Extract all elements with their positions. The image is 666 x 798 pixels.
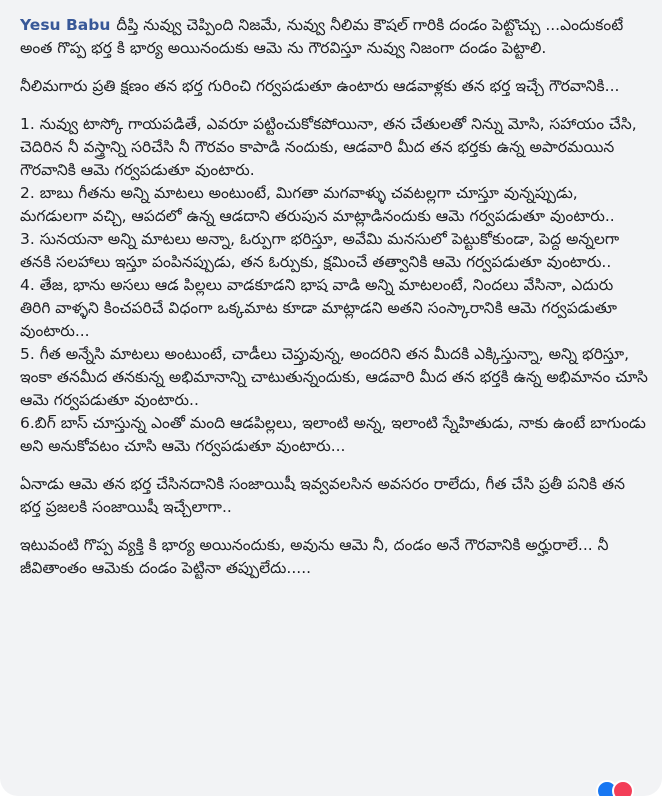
comment-point-2: 2. బాబు గీతను అన్ని మాటలు అంటుంటే, మిగతా మగవాళ్ళు చవటల్లగా చూస్తూ వున్నప్పుడు, మగడులగా వచ్చి, ఆపదలో ఉన్న ఆడదాని తరుపున మాట్లాడినందుకు ఆమె గర్వపడుతూ వుంటారు.. xyxy=(20,184,615,225)
comment-intro-paragraph xyxy=(20,14,648,60)
love-icon xyxy=(612,780,634,796)
comment-point-5: 5. గీత అన్నేసి మాటలు అంటుంటే, చాడీలు చెప్తువున్న, అందరిని తన మీదకి ఎక్కిస్తున్నా, అన్ని భరిస్తూ, ఇంకా తనమీద తనకున్న అభిమానాన్ని చాటుతున్నందుకు, ఆడవారి మీద తన భర్తకి ఉన్న అభిమానం చూసి ఆమె గర్వపడుతూ వుంటారు.. xyxy=(20,345,648,409)
comment-point-4: 4. తేజ, భాను అసలు ఆడ పిల్లలు వాడకూడని భాష వాడి అన్ని మాటలంటే, నిందలు వేసినా, ఎదురు తిరిగి వాళ్ళని కించపరిచే విధంగా ఒక్కమాట కూడా మాట్లాడని అతని సంస్కారానికి ఆమె గర్వపడుతూ వుంటారు... xyxy=(20,276,617,340)
comment-point-3: 3. సునయనా అన్ని మాటలు అన్నా, ఓర్పుగా భరిస్తూ, అవేమి మనసులో పెట్టుకోకుండా, పెద్ద అన్నలగా తనకి సలహాలు ఇస్తూ పంపినప్పుడు, తన ఓర్పుకు, క్షమించే తత్వానికి ఆమె గర్వపడుతూ వుంటారు.. xyxy=(20,230,620,271)
comment-points-list xyxy=(20,113,648,458)
comment-paragraph-4: ఇటువంటి గొప్ప వ్యక్తి కి భార్య అయినందుకు, అవును ఆమె నీ, దండం అనే గౌరవానికి అర్హురాలే... నీ జీవితాంతం ఆమెకు దండం పెట్టినా తప్పులేదు..... xyxy=(20,536,609,577)
comment-paragraph-2: నీలిమగారు ప్రతి క్షణం తన భర్త గురించి గర్వపడుతూ ఉంటారు ఆడవాళ్లకు తన భర్త ఇచ్చే గౌరవానికి... xyxy=(20,77,620,95)
reaction-summary[interactable] xyxy=(602,780,634,796)
comment-point-1: 1. నువ్వు టాస్కో గాయపడితే, ఎవరూ పట్టించుకోకపోయినా, తన చేతులతో నిన్ను మోసి, సహాయం చేసి, చెదిరిన నీ వస్త్రాన్ని సరిచేసి నీ గౌరవం కాపాడి నందుకు, ఆడవారి మీద తన భర్తకు ఉన్న అపారమయిన గౌరవానికి ఆమె గర్వపడుతూ వుంటారు. xyxy=(20,115,637,179)
comment-intro-text: దీప్తి నువ్వు చెప్పింది నిజమే, నువ్వు నీలిమ కౌషల్ గారికి దండం పెట్టొచ్చు ...ఎందుకంటే అంత గొప్ప భర్త కి భార్య అయినందుకు ఆమె ను గౌరవిస్తూ నువ్వు నిజంగా దండం పెట్టాలి. xyxy=(20,16,624,57)
comment-paragraph-3: ఏనాడు ఆమె తన భర్త చేసినదానికి సంజాయిషీ ఇవ్వవలసిన అవసరం రాలేదు, గీత చేసి ప్రతీ పనికి తన భర్త ప్రజలకి సంజాయిషీ ఇచ్చేలాగా.. xyxy=(20,475,625,516)
comment-point-6: 6.బిగ్ బాస్ చూస్తున్న ఎంతో మంది ఆడపిల్లలు, ఇలాంటి అన్న, ఇలాంటి స్నేహితుడు, నాకు ఉంటే బాగుండు అని అనుకోవటం చూసి ఆమె గర్వపడుతూ వుంటారు... xyxy=(20,414,646,455)
author-name-link[interactable]: Yesu Babu xyxy=(20,16,111,34)
